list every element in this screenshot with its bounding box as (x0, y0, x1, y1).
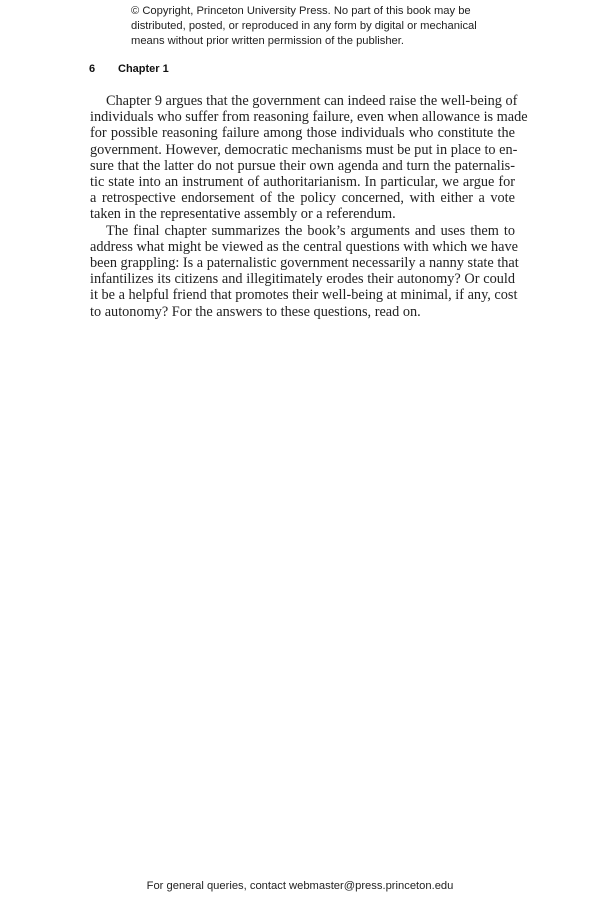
text-line: The final chapter summarizes the book’s arguments and uses them to (106, 222, 515, 239)
text-line: tic state into an instrument of authoritarianism. In particular, we argue for (90, 174, 515, 191)
page-number: 6 (89, 63, 96, 75)
text-line: individuals who suffer from reasoning failure, even when allowance is made (90, 109, 528, 126)
copyright-line: © Copyright, Princeton University Press. No part of this book may be (131, 5, 471, 17)
text-line: a retrospective endorsement of the policy concerned, with either a vote (90, 190, 515, 207)
copyright-line: distributed, posted, or reproduced in any form by digital or mechanical (131, 20, 477, 32)
text-line: address what might be viewed as the central questions with which we have (90, 238, 518, 255)
running-head-chapter: Chapter 1 (118, 63, 169, 75)
footer-contact: For general queries, contact webmaster@press.princeton.edu (146, 880, 454, 892)
text-line: infantilizes its citizens and illegitimately erodes their autonomy? Or could (90, 271, 515, 288)
text-line: to autonomy? For the answers to these questions, read on. (90, 303, 421, 320)
text-line: been grappling: Is a paternalistic government necessarily a nanny state that (90, 255, 519, 272)
text-line: for possible reasoning failure among those individuals who constitute the (90, 125, 515, 142)
text-line: taken in the representative assembly or a referendum. (90, 206, 396, 223)
copyright-line: means without prior written permission of the publisher. (131, 35, 404, 47)
paragraph (90, 93, 528, 223)
text-line: sure that the latter do not pursue their own agenda and turn the paternalis- (90, 157, 515, 174)
body-text (90, 93, 528, 320)
copyright-notice (131, 4, 477, 49)
text-line: government. However, democratic mechanisms must be put in place to en- (90, 141, 518, 158)
text-line: Chapter 9 argues that the government can indeed raise the well-being of (106, 93, 518, 109)
text-line: it be a helpful friend that promotes their well-being at minimal, if any, cost (90, 287, 518, 304)
paragraph (90, 222, 519, 320)
